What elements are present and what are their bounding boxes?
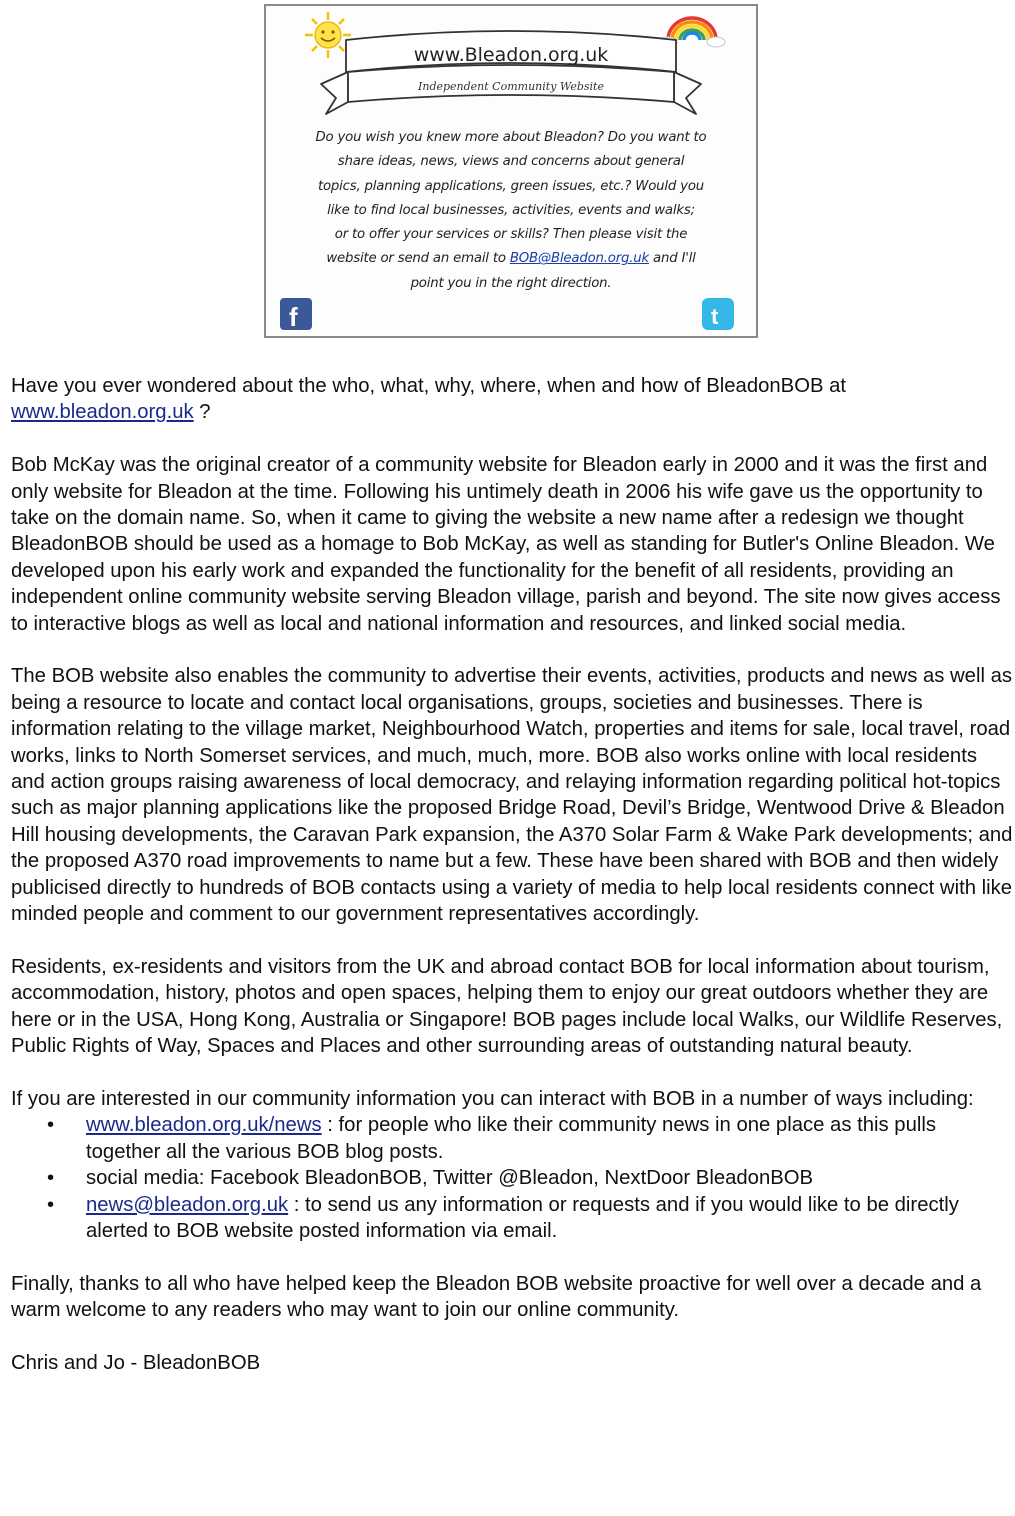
news-link[interactable]: www.bleadon.org.uk/news	[86, 1114, 322, 1137]
article	[11, 373, 1015, 1403]
intro-text: Have you ever wondered about the who, what, why, where, when and how of BleadonBOB at	[11, 375, 847, 397]
flyer-line: like to find local businesses, activities, events and walks;	[327, 202, 695, 218]
history-paragraph: Bob McKay was the original creator of a community website for Bleadon early in 2000 and it was the first and only website for Bleadon at the time. Following his untimely death in 2006 his wife gave us the opportunity to take on the domain name. So, when it came to giving the website a new name after a redesign we thought BleadonBOB should be used as a homage to Bob McKay, as well as standing for Butler's Online Bleadon. We developed upon his early work and expanded the functionality for the benefit of all residents, providing an independent online community website serving Bleadon village, parish and beyond. The site now gives access to interactive blogs as well as local and national information and resources, and linked social media.	[11, 454, 1001, 635]
flyer-line: Do you wish you knew more about Bleadon? Do you want to	[315, 130, 707, 145]
list-item	[11, 1192, 1015, 1245]
svg-text:f: f	[289, 302, 298, 332]
flyer-url: www.Bleadon.org.uk	[413, 44, 609, 66]
flyer-body	[274, 126, 748, 296]
list-item-text: : to send us any information or requests and if you would like to be directly alerted to BOB website posted information via email.	[86, 1193, 959, 1242]
interact-list	[11, 1112, 1015, 1244]
list-item	[11, 1165, 1015, 1191]
flyer-text: and I'll	[649, 251, 696, 267]
closing-paragraph: Finally, thanks to all who have helped keep the Bleadon BOB website proactive for well over a decade and a warm welcome to any readers who may want to join our online community.	[11, 1272, 982, 1322]
flyer-email-link[interactable]: BOB@Bleadon.org.uk	[509, 251, 649, 267]
visitors-paragraph: Residents, ex-residents and visitors from the UK and abroad contact BOB for local information about tourism, accommodation, history, photos and open spaces, helping them to enjoy our great outdoors whether they are here or in the USA, Hong Kong, Australia or Singapore! BOB pages include local Walks, our Wildlife Reserves, Public Rights of Way, Spaces and Places and other surrounding areas of outstanding natural beauty.	[11, 955, 1003, 1058]
bleadon-website-link[interactable]: www.bleadon.org.uk	[11, 401, 194, 424]
flyer-line: or to offer your services or skills? Then please visit the	[334, 227, 688, 243]
list-item-text: : for people who like their community news in one place as this pulls together all the various BOB blog posts.	[86, 1114, 937, 1163]
intro-end: ?	[193, 401, 211, 424]
services-paragraph: The BOB website also enables the community to advertise their events, activities, products and news as well as being a resource to locate and contact local organisations, groups, societies and businesses. There is information relating to the village market, Neighbourhood Watch, properties and items for sale, local travel, road works, links to North Somerset services, and much, much, more. BOB also works online with local residents and action groups raising awareness of local democracy, and relaying information regarding political hot-topics such as major planning applications like the proposed Bridge Road, Devil’s Bridge, Wentwood Drive & Bleadon Hill housing developments, the Caravan Park expansion, the A370 Solar Farm & Wake Park developments; and the proposed A370 road improvements to name but a few. These have been shared with BOB and then widely publicised directly to hundreds of BOB contacts using a variety of media to help local residents connect with like minded people and comment to our government representatives accordingly.	[11, 665, 1013, 926]
interact-paragraph: If you are interested in our community information you can interact with BOB in a number of ways including:	[11, 1087, 974, 1110]
signature: Chris and Jo - BleadonBOB	[11, 1351, 261, 1374]
flyer-text: website or send an email to	[326, 251, 510, 267]
flyer-line	[274, 247, 748, 271]
svg-text:t: t	[711, 304, 719, 329]
twitter-icon	[702, 298, 734, 330]
flyer-line: topics, planning applications, green issues, etc.? Would you	[317, 178, 704, 194]
list-item-text: social media: Facebook BleadonBOB, Twitter @Bleadon, NextDoor BleadonBOB	[86, 1167, 814, 1190]
facebook-icon	[280, 298, 312, 332]
news-email-link[interactable]: news@bleadon.org.uk	[86, 1193, 289, 1216]
bleadon-flyer	[264, 4, 758, 338]
flyer-line: point you in the right direction.	[410, 275, 612, 291]
list-item	[11, 1112, 1015, 1165]
intro-paragraph	[11, 373, 1015, 426]
flyer-subtitle: Independent Community Website	[418, 80, 604, 93]
flyer-line: share ideas, news, views and concerns about general	[337, 154, 685, 170]
